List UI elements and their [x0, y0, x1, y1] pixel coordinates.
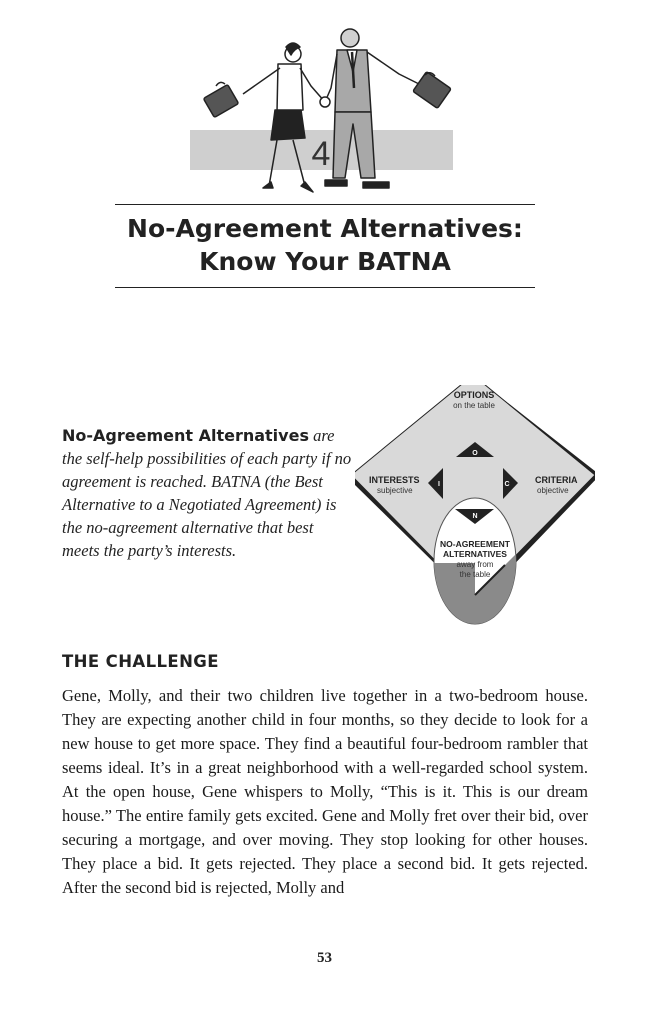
briefcase-icon: [203, 84, 238, 117]
title-rule-top: [115, 204, 535, 205]
handshake-icon: [320, 97, 330, 107]
definition-block: [62, 424, 354, 562]
section-heading: THE CHALLENGE: [62, 652, 219, 671]
interests-sublabel: subjective: [377, 486, 413, 495]
options-label: OPTIONS: [453, 390, 495, 400]
definition-text: are the self-help possibilities of each party if no agreement is reached. BATNA (the Best Alternative to a Negotiated Agreement) is the no-agreement alternative that best meets the party’s interests.: [62, 426, 352, 560]
chapter-number: 4: [311, 135, 331, 173]
criteria-sublabel: objective: [537, 486, 569, 495]
briefcase-icon: [413, 72, 451, 109]
options-marker-letter: O: [472, 450, 478, 457]
title-rule-bottom: [115, 287, 535, 288]
no-agreement-label-line1: NO-AGREEMENT: [440, 539, 510, 549]
no-agreement-sublabel-line1: away from: [456, 560, 494, 569]
negotiation-diamond-diagram: [355, 385, 595, 630]
chapter-title-line2: Know Your BATNA: [199, 247, 451, 276]
interests-label: INTERESTS: [369, 475, 420, 485]
page-number: 53: [317, 950, 332, 966]
options-sublabel: on the table: [453, 401, 495, 410]
chapter-title-line1: No-Agreement Alternatives:: [127, 214, 523, 243]
no-agreement-sublabel-line2: the table: [459, 570, 491, 579]
criteria-marker-letter: C: [504, 481, 510, 488]
chapter-illustration: [185, 28, 465, 200]
criteria-label: CRITERIA: [535, 475, 578, 485]
chapter-title: [115, 212, 535, 278]
definition-term: No-Agreement Alternatives: [62, 426, 309, 445]
interests-marker-letter: I: [438, 481, 440, 488]
no-agreement-marker-letter: N: [472, 513, 478, 520]
body-paragraph: Gene, Molly, and their two children live together in a two-bedroom house. They are expecting another child in four months, so they decide to look for a new house to get more space. They find a beautiful four-bedroom rambler that seems ideal. It’s in a great neighborhood with a well-regarded school system. At the open house, Gene whispers to Molly, “This is it. This is our dream house.” The entire family gets excited. Gene and Molly fret over their bid, over securing a mortgage, and over moving. They stop looking for other houses. They place a bid. It gets rejected. They place a second bid. It gets rejected. After the second bid is rejected, Molly and: [62, 686, 588, 897]
no-agreement-label-line2: ALTERNATIVES: [443, 549, 507, 559]
